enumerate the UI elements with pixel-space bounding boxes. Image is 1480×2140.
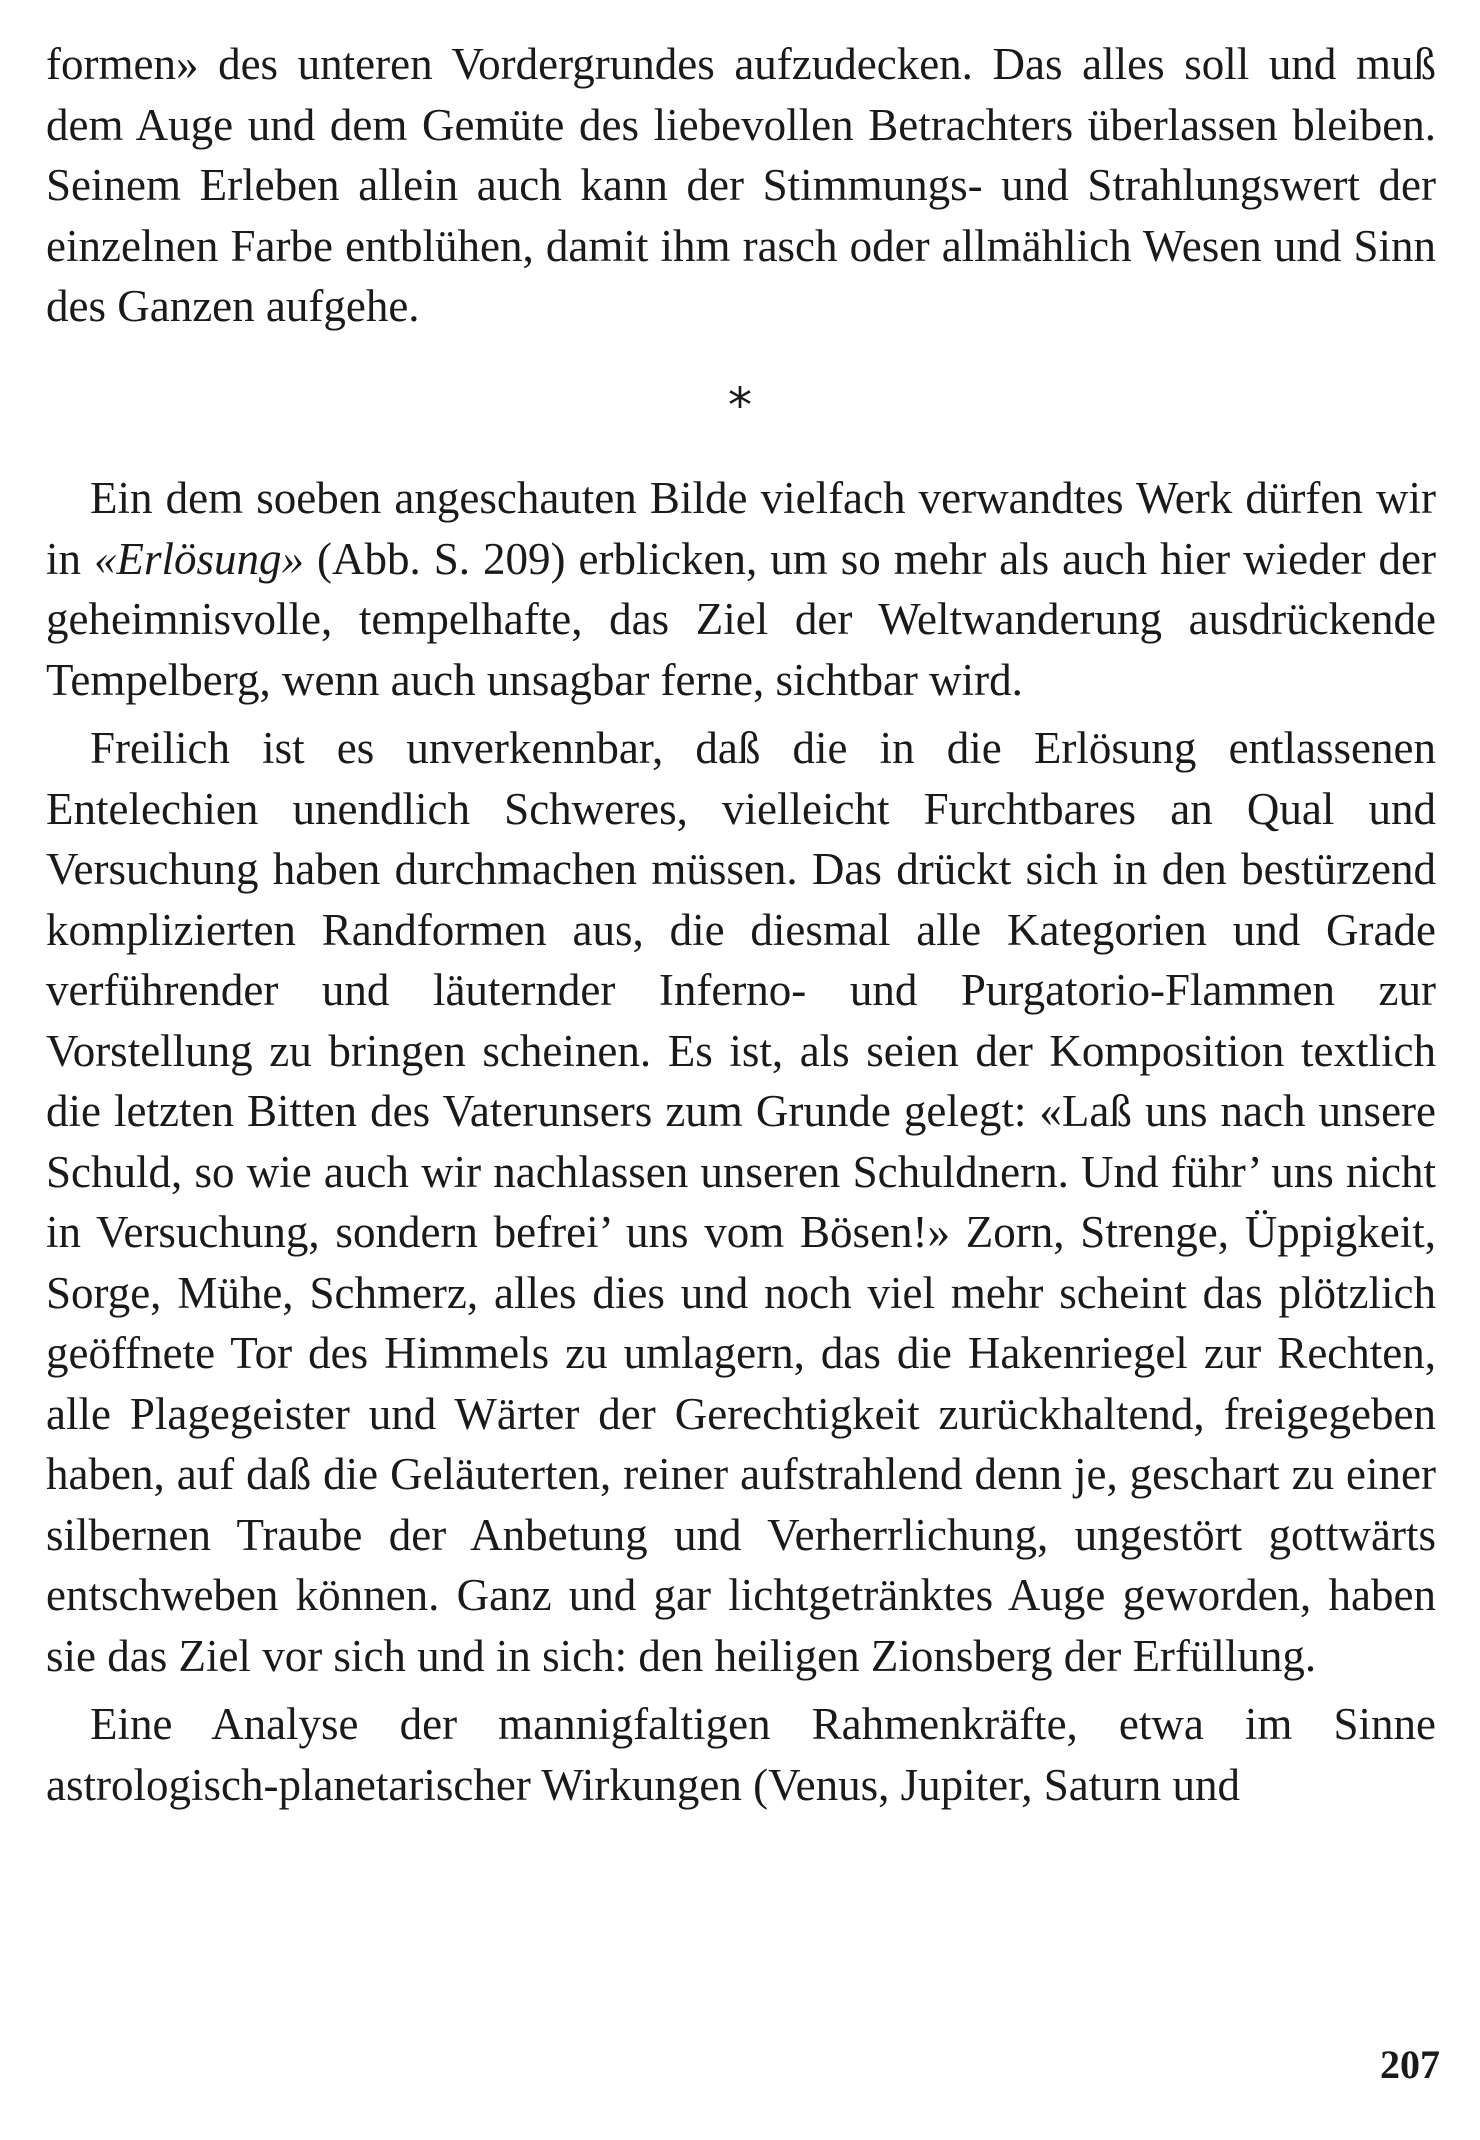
paragraph-erloesung: [46, 468, 1436, 710]
paragraph-randformen: Freilich ist es unverkennbar, daß die in die Erlösung entlassenen Entelechien unendlich Schweres, vielleicht Furchtbares an Qual und Versuchung haben durchmachen müssen. Das drückt sich in den bestürzend komplizierten Randformen aus, die diesmal alle Kategorien und Grade verführender und läuternder Inferno- und Purgatorio-Flammen zur Vorstellung zu bringen scheinen. Es ist, als seien der Komposition textlich die letzten Bitten des Vaterunsers zum Grunde gelegt: «Laß uns nach unsere Schuld, so wie auch wir nachlassen unseren Schuldnern. Und führ’ uns nicht in Versuchung, sondern befrei’ uns vom Bösen!» Zorn, Strenge, Üppigkeit, Sorge, Mühe, Schmerz, alles dies und noch viel mehr scheint das plötzlich geöffnete Tor des Himmels zu umlagern, das die Hakenriegel zur Rechten, alle Plagegeister und Wärter der Gerechtigkeit zurückhaltend, freigegeben haben, auf daß die Geläuterten, reiner aufstrahlend denn je, geschart zu einer silbernen Traube der Anbetung und Verherrlichung, ungestört gottwärts entschweben können. Ganz und gar lichtgetränktes Auge geworden, haben sie das Ziel vor sich und in sich: den heiligen Zionsberg der Erfüllung.: [46, 723, 1436, 1681]
paragraph-analyse: Eine Analyse der mannigfaltigen Rahmenkräfte, etwa im Sinne astrologisch-planetarischer Wirkungen (Venus, Jupiter, Saturn und: [46, 1699, 1436, 1810]
paragraph-erloesung-start: Ein dem soeben angeschauten Bilde vielfach verwandtes Werk dürfen wir in: [46, 473, 1436, 584]
page-number: 207: [1380, 2042, 1440, 2087]
section-separator: *: [728, 378, 752, 434]
artwork-title: «Erlösung»: [94, 533, 305, 584]
paragraph-erloesung-end: (Abb. S. 209) erblicken, um so mehr als auch hier wieder der geheimnisvolle, tempelhafte, das Ziel der Weltwanderung ausdrückende Tempelberg, wenn auch unsagbar ferne, sichtbar wird.: [46, 533, 1436, 705]
text-block-top: [46, 34, 1436, 337]
text-block-main: [46, 468, 1436, 1815]
paragraph-continued: formen» des unteren Vordergrundes aufzudecken. Das alles soll und muß dem Auge und dem Gemüte des liebevollen Betrachters überlassen bleiben. Seinem Erleben allein auch kann der Stimmungs- und Strahlungswert der einzelnen Farbe entblühen, damit ihm rasch oder allmählich Wesen und Sinn des Ganzen aufgehe.: [46, 39, 1436, 331]
